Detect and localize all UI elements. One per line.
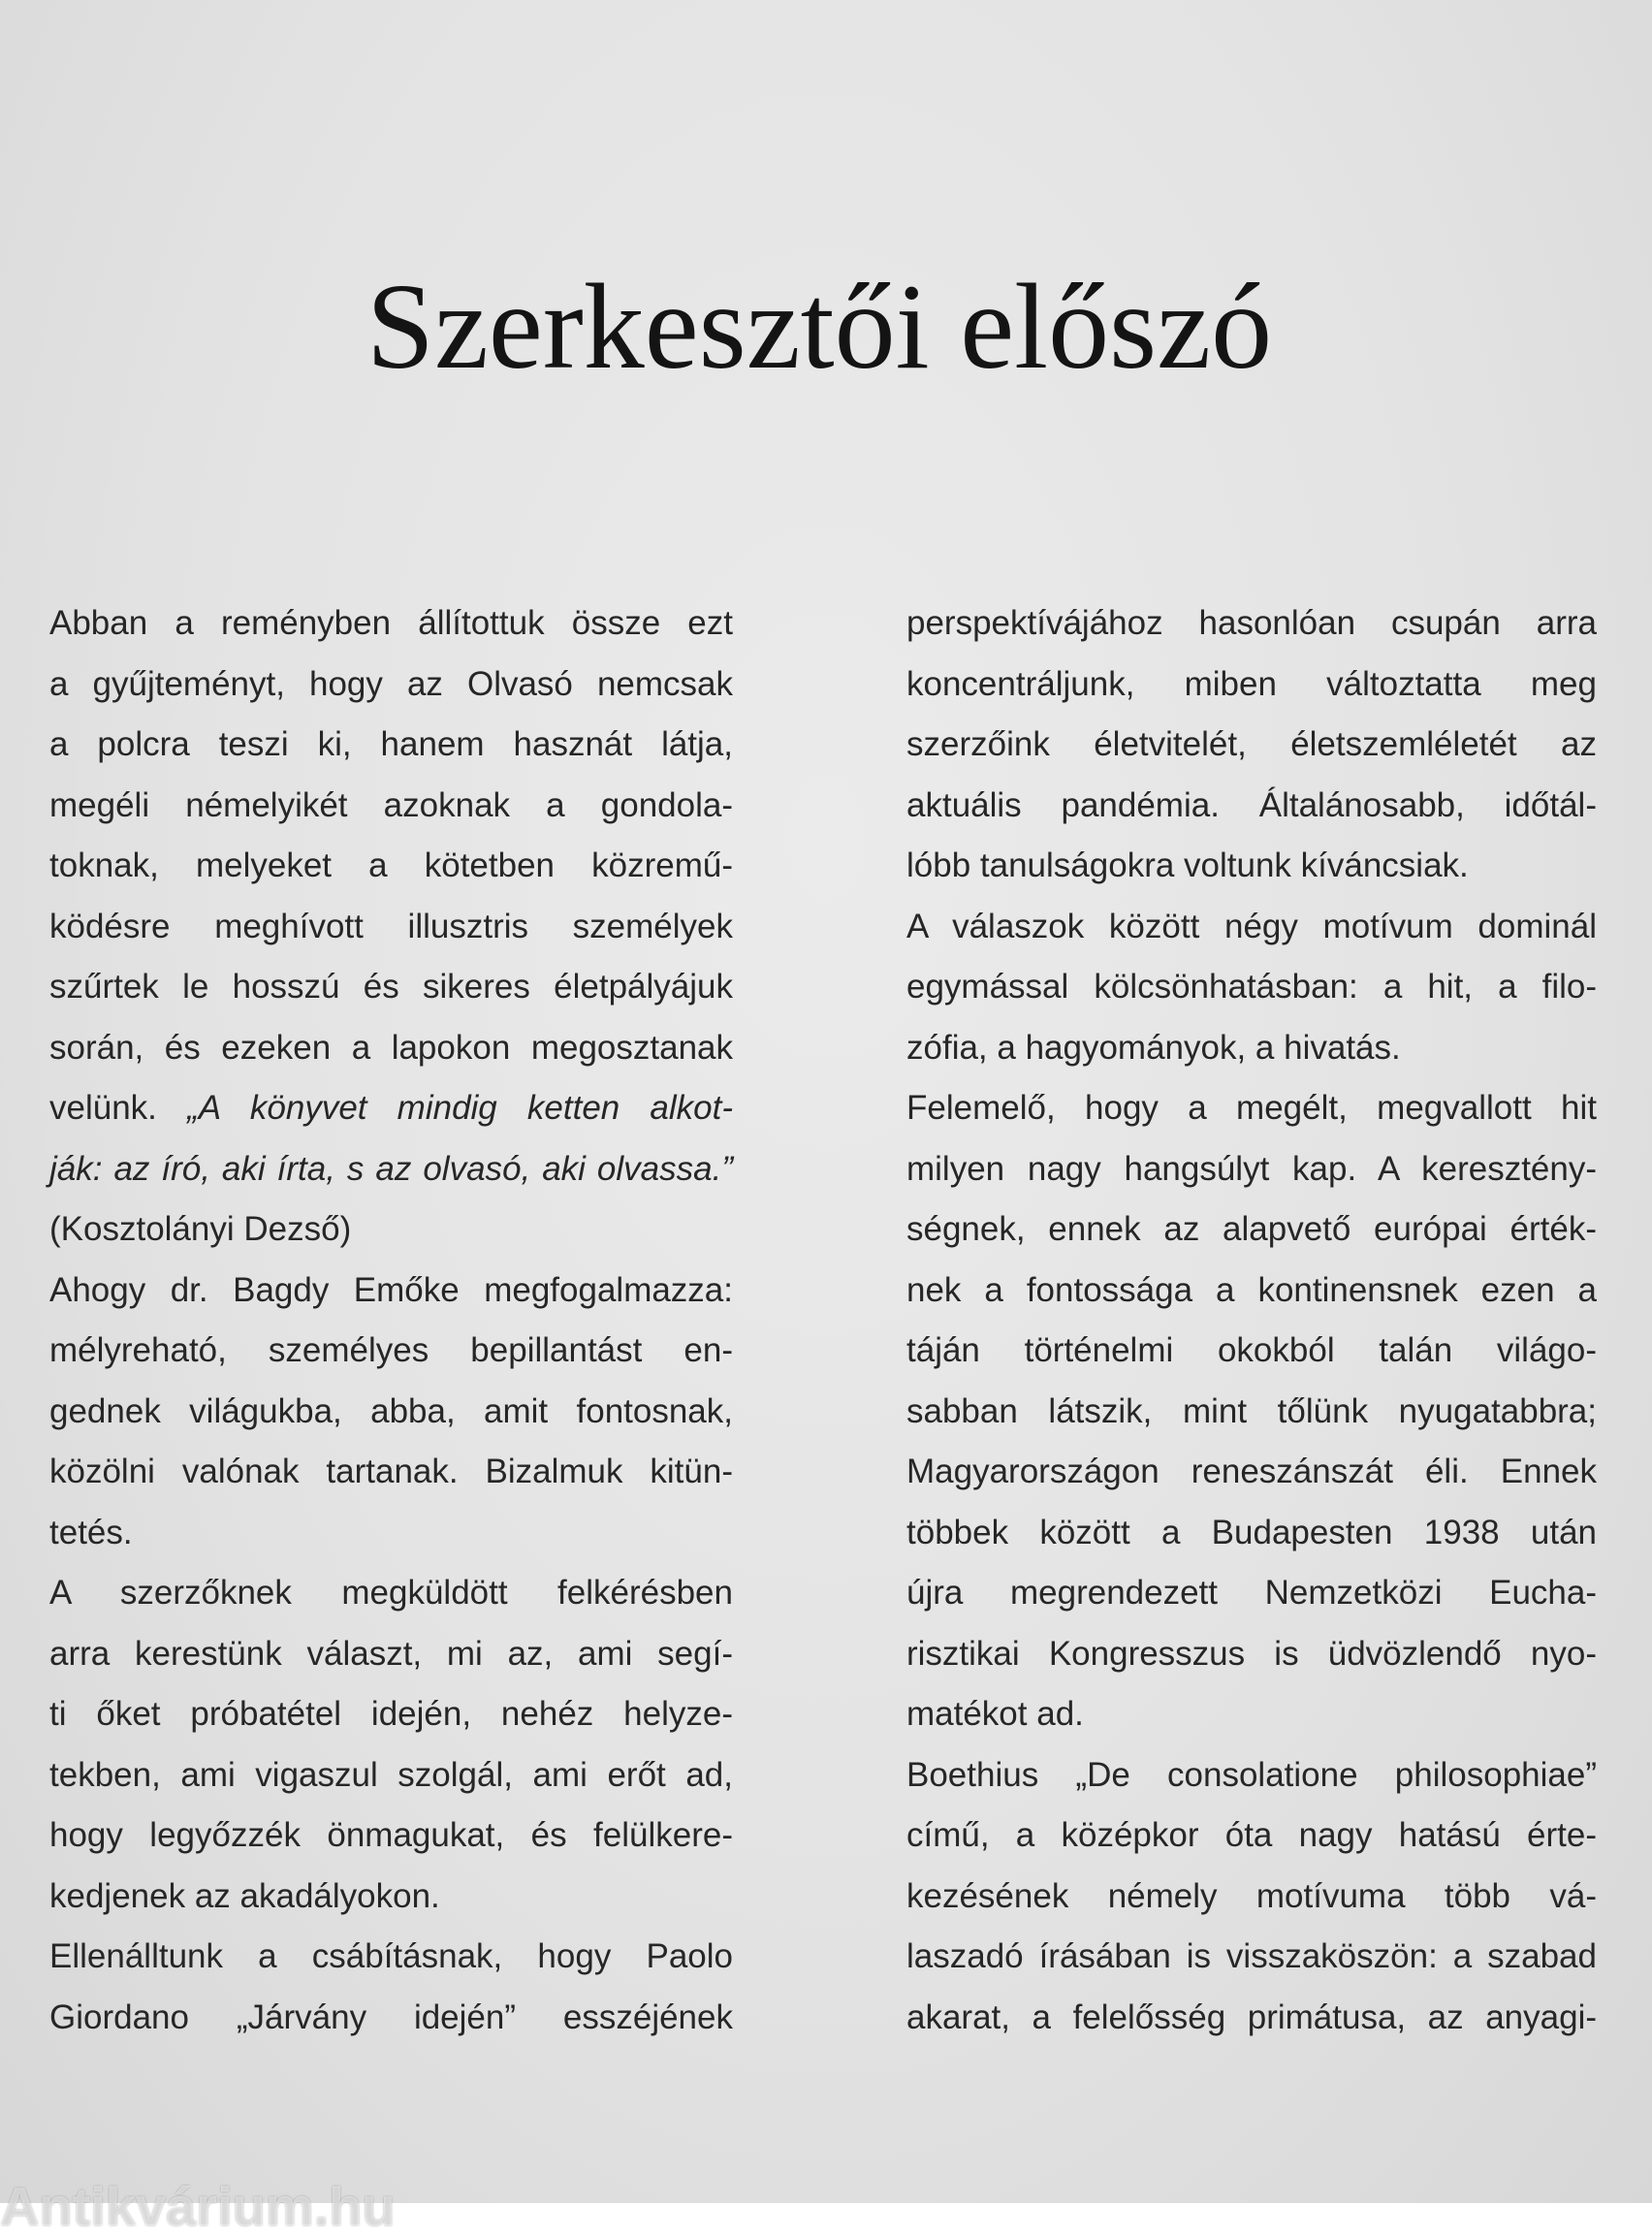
text-line: A szerzőknek megküldött felkérésben bbox=[49, 1574, 733, 1612]
text-line: szerzőink életvitelét, életszemléletét az bbox=[906, 725, 1597, 763]
text-line: ködésre meghívott illusztris személyek bbox=[49, 907, 733, 945]
text-line: milyen nagy hangsúlyt kap. A keresztény- bbox=[906, 1149, 1597, 1188]
text-line: kedjenek az akadályokon. bbox=[49, 1876, 440, 1915]
text-line: című, a középkor óta nagy hatású érte- bbox=[906, 1816, 1597, 1854]
text-line: nek a fontossága a kontinensnek ezen a bbox=[906, 1270, 1597, 1309]
text-line: perspektívájához hasonlóan csupán arra bbox=[906, 604, 1597, 642]
text-line: megéli némelyikét azoknak a gondola- bbox=[49, 785, 733, 824]
text-line: Felemelő, hogy a megélt, megvallott hit bbox=[906, 1089, 1597, 1127]
text-line: matékot ad. bbox=[906, 1695, 1084, 1733]
text-line: újra megrendezett Nemzetközi Eucha- bbox=[906, 1574, 1597, 1612]
text-line: gednek világukba, abba, amit fontosnak, bbox=[49, 1391, 733, 1430]
quote-attribution: (Kosztolányi Dezső) bbox=[49, 1210, 352, 1248]
text-line: Ahogy dr. Bagdy Emőke megfogalmazza: bbox=[49, 1270, 733, 1309]
text-line: Boethius „De consolatione philosophiae” bbox=[906, 1755, 1597, 1794]
page-title: Szerkesztői előszó bbox=[365, 260, 1273, 395]
text-line: többek között a Budapesten 1938 után bbox=[906, 1513, 1597, 1551]
text-line: hogy legyőzzék önmagukat, és felülkere- bbox=[49, 1816, 733, 1854]
text-line: mélyreható, személyes bepillantást en- bbox=[49, 1331, 733, 1369]
text-line: zófia, a hagyományok, a hivatás. bbox=[906, 1028, 1401, 1067]
text-line: tekben, ami vigaszul szolgál, ami erőt ad, bbox=[49, 1755, 733, 1794]
text-line: Ellenálltunk a csábításnak, hogy Paolo bbox=[49, 1937, 733, 1975]
text-line: sabban látszik, mint tőlünk nyugatabbra; bbox=[906, 1391, 1597, 1430]
text-line: toknak, melyeket a kötetben közremű- bbox=[49, 847, 733, 884]
watermark-clip bbox=[0, 2176, 407, 2237]
text-line: szűrtek le hosszú és sikeres életpályájuk bbox=[49, 968, 733, 1006]
text-line bbox=[49, 1078, 733, 1139]
text-segment: velünk. bbox=[49, 1089, 157, 1127]
text-line: a gyűjteményt, hogy az Olvasó nemcsak bbox=[49, 664, 733, 703]
text-line: Giordano „Járvány idején” esszéjének bbox=[49, 1997, 733, 2036]
text-line: táján történelmi okokból talán világo- bbox=[906, 1331, 1597, 1369]
text-line: Magyarországon reneszánszát éli. Ennek bbox=[906, 1453, 1597, 1490]
text-line: risztikai Kongresszus is üdvözlendő nyo- bbox=[906, 1634, 1597, 1673]
text-line: során, és ezeken a lapokon megosztanak bbox=[49, 1028, 733, 1067]
watermark: Antikvárium.hu bbox=[0, 2176, 396, 2237]
text-line: a polcra teszi ki, hanem hasznát látja, bbox=[49, 725, 733, 763]
text-line: tetés. bbox=[49, 1513, 133, 1551]
quote-segment: „A könyvet mindig ketten alkot- bbox=[187, 1089, 733, 1127]
text-line: ségnek, ennek az alapvető európai érték- bbox=[906, 1210, 1597, 1248]
text-line: egymással kölcsönhatásban: a hit, a filo- bbox=[906, 968, 1597, 1006]
right-column bbox=[906, 593, 1597, 2048]
text-line: laszadó írásában is visszaköszön: a szabad bbox=[906, 1937, 1597, 1975]
text-line: koncentráljunk, miben változtatta meg bbox=[906, 664, 1597, 703]
text-line: aktuális pandémia. Általánosabb, időtál- bbox=[906, 785, 1597, 824]
text-line: közölni valónak tartanak. Bizalmuk kitün- bbox=[49, 1453, 733, 1490]
text-line: A válaszok között négy motívum dominál bbox=[906, 907, 1597, 945]
left-column bbox=[49, 593, 733, 2048]
quote-line: ják: az író, aki írta, s az olvasó, aki olvassa.” bbox=[49, 1149, 733, 1188]
text-line: ti őket próbatétel idején, nehéz helyze- bbox=[49, 1695, 733, 1733]
text-line: Abban a reményben állítottuk össze ezt bbox=[49, 604, 733, 642]
text-line: akarat, a felelősség primátusa, az anyagi- bbox=[906, 1997, 1597, 2036]
text-line: kezésének némely motívuma több vá- bbox=[906, 1876, 1597, 1915]
text-line: arra kerestünk választ, mi az, ami segí- bbox=[49, 1634, 733, 1673]
text-line: lóbb tanulságokra voltunk kíváncsiak. bbox=[906, 847, 1469, 884]
